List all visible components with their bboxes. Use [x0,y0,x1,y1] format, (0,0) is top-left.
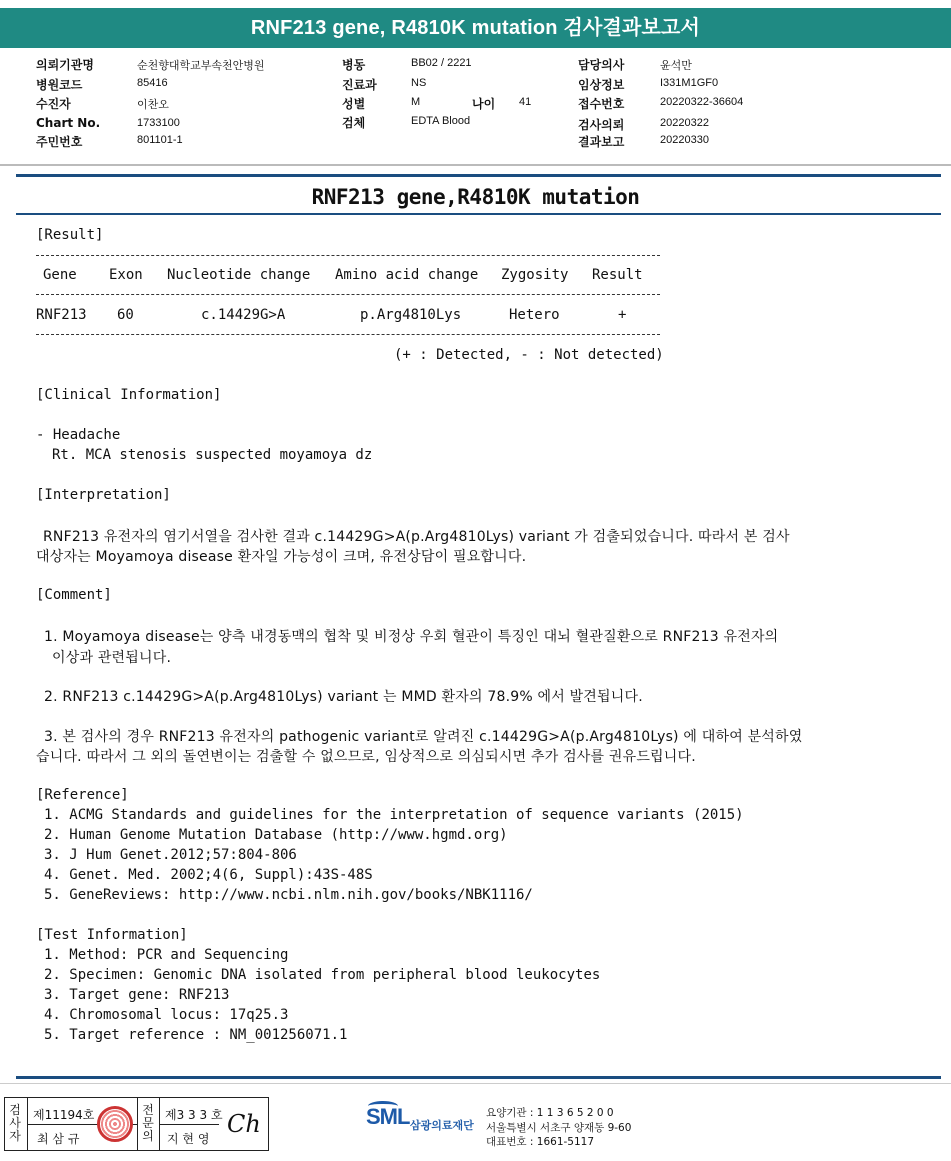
reference-item: 5. GeneReviews: http://www.ncbi.nlm.nih.gov/books/NBK1116/ [44,887,533,903]
examiner-label: 검사자 [9,1103,21,1143]
label-patient-name: 수진자 [36,97,71,111]
info-divider [0,164,951,166]
title-rule-top [16,174,941,177]
value-test-requested: 20220322 [660,117,709,129]
comment-1-line-1: 1. Moyamoya disease는 양측 내경동맥의 협착 및 비정상 우회 혈관이 특징인 대뇌 혈관질환으로 RNF213 유전자의 [44,629,779,645]
institution-code: 요양기관 : 1 1 3 6 5 2 0 0 [486,1107,614,1119]
value-department: NS [411,77,427,89]
comment-3-line-2: 습니다. 따라서 그 외의 돌연변이는 검출할 수 없으므로, 임상적으로 의심되시면 추가 검사를 권유드립니다. [36,749,696,765]
label-chart-no: Chart No. [36,116,101,130]
col-header-amino-acid: Amino acid change [335,267,479,283]
test-info-item: 1. Method: PCR and Sequencing [44,947,289,963]
value-specimen: EDTA Blood [411,115,471,127]
signature: Ch [227,1110,261,1138]
value-sex: M [411,96,421,108]
comment-3-line-1: 3. 본 검사의 경우 RNF213 유전자의 pathogenic variant로 알려진 c.14429G>A(p.Arg4810Lys) 에 대하여 분석하였 [44,729,803,745]
col-header-nucleotide: Nucleotide change [167,267,311,283]
interpretation-heading: [Interpretation] [36,487,171,503]
signature-stamp-box [4,1097,269,1151]
value-requesting-institution: 순천향대학교부속천안병원 [137,60,265,72]
value-chart-no: 1733100 [137,117,180,129]
organization-phone: 대표번호 : 1661-5117 [486,1136,595,1148]
clinical-line-2: Rt. MCA stenosis suspected moyamoya dz [52,447,373,463]
label-ward: 병동 [342,58,366,72]
sml-logo: SML [366,1104,410,1129]
cell-result: + [618,307,627,323]
organization-name: 삼광의료재단 [410,1119,474,1132]
specialist-label: 전문의 [142,1103,154,1143]
test-info-item: 3. Target gene: RNF213 [44,987,230,1003]
value-receipt-no: 20220322-36604 [660,96,744,108]
specialist-license-no: 제3 3 3 호 [165,1108,223,1122]
stamp-divider [159,1124,219,1125]
title-rule-bottom [16,213,941,215]
value-ward: BB02 / 2221 [411,57,472,69]
label-resident-no: 주민번호 [36,135,83,149]
label-specimen: 검체 [342,116,366,130]
document-title: RNF213 gene,R4810K mutation [311,185,640,209]
label-result-reported: 결과보고 [578,135,625,149]
label-sex: 성별 [342,97,366,111]
value-resident-no: 801101-1 [137,134,183,146]
cell-gene: RNF213 [36,307,87,323]
test-info-item: 5. Target reference : NM_001256071.1 [44,1027,348,1043]
result-legend: (+ : Detected, - : Not detected) [394,347,664,363]
value-hospital-code: 85416 [137,77,168,89]
label-hospital-code: 병원코드 [36,78,83,92]
result-dash-1 [36,255,660,256]
comment-heading: [Comment] [36,587,112,603]
report-banner-title: RNF213 gene, R4810K mutation 검사결과보고서 [0,8,951,48]
clinical-line-1: - Headache [36,427,121,443]
reference-item: 3. J Hum Genet.2012;57:804-806 [44,847,297,863]
label-requesting-institution: 의뢰기관명 [36,58,94,72]
value-clinical-info: I331M1GF0 [660,77,719,89]
reference-item: 1. ACMG Standards and guidelines for the interpretation of sequence variants (2015) [44,807,744,823]
test-info-item: 2. Specimen: Genomic DNA isolated from peripheral blood leukocytes [44,967,601,983]
col-header-result: Result [592,267,643,283]
organization-address: 서울특별시 서초구 양재동 9-60 [486,1122,632,1134]
reference-item: 2. Human Genome Mutation Database (http://www.hgmd.org) [44,827,508,843]
specialist-name: 지 현 영 [167,1132,210,1146]
interpretation-line-2: 대상자는 Moyamoya disease 환자일 가능성이 크며, 유전상담이 필요합니다. [36,549,527,565]
col-header-gene: Gene [43,267,77,283]
stamp-divider [137,1098,138,1150]
footer-divider [0,1083,951,1084]
value-attending-doctor: 윤석만 [660,60,692,72]
clinical-heading: [Clinical Information] [36,387,222,403]
seal-stamp-icon [97,1106,133,1142]
value-result-reported: 20220330 [660,134,709,146]
comment-1-line-2: 이상과 관련됩니다. [52,650,172,666]
test-info-heading: [Test Information] [36,927,188,943]
test-info-item: 4. Chromosomal locus: 17q25.3 [44,1007,289,1023]
interpretation-line-1: RNF213 유전자의 염기서열을 검사한 결과 c.14429G>A(p.Arg4810Lys) variant 가 검출되었습니다. 따라서 본 검사 [43,529,790,545]
col-header-zygosity: Zygosity [501,267,569,283]
label-attending-doctor: 담당의사 [578,58,625,72]
label-receipt-no: 접수번호 [578,97,625,111]
label-age: 나이 [472,97,496,111]
label-clinical-info: 임상정보 [578,78,625,92]
examiner-name: 최 삼 규 [37,1132,80,1146]
cell-exon: 60 [117,307,134,323]
cell-zygosity: Hetero [509,307,560,323]
result-heading: [Result] [36,227,104,243]
footer-rule [16,1076,941,1079]
patient-info-panel [0,48,951,166]
label-department: 진료과 [342,78,377,92]
label-test-requested: 검사의뢰 [578,118,625,132]
result-dash-3 [36,334,660,335]
reference-item: 4. Genet. Med. 2002;4(6, Suppl):43S-48S [44,867,373,883]
cell-nucleotide: c.14429G>A [201,307,286,323]
result-dash-2 [36,294,660,295]
reference-heading: [Reference] [36,787,129,803]
examiner-license-no: 제11194호 [33,1108,95,1122]
cell-amino-acid: p.Arg4810Lys [360,307,462,323]
comment-2: 2. RNF213 c.14429G>A(p.Arg4810Lys) variant 는 MMD 환자의 78.9% 에서 발견됩니다. [44,689,643,705]
value-patient-name: 이찬오 [137,99,169,111]
col-header-exon: Exon [109,267,143,283]
value-age: 41 [519,96,532,108]
